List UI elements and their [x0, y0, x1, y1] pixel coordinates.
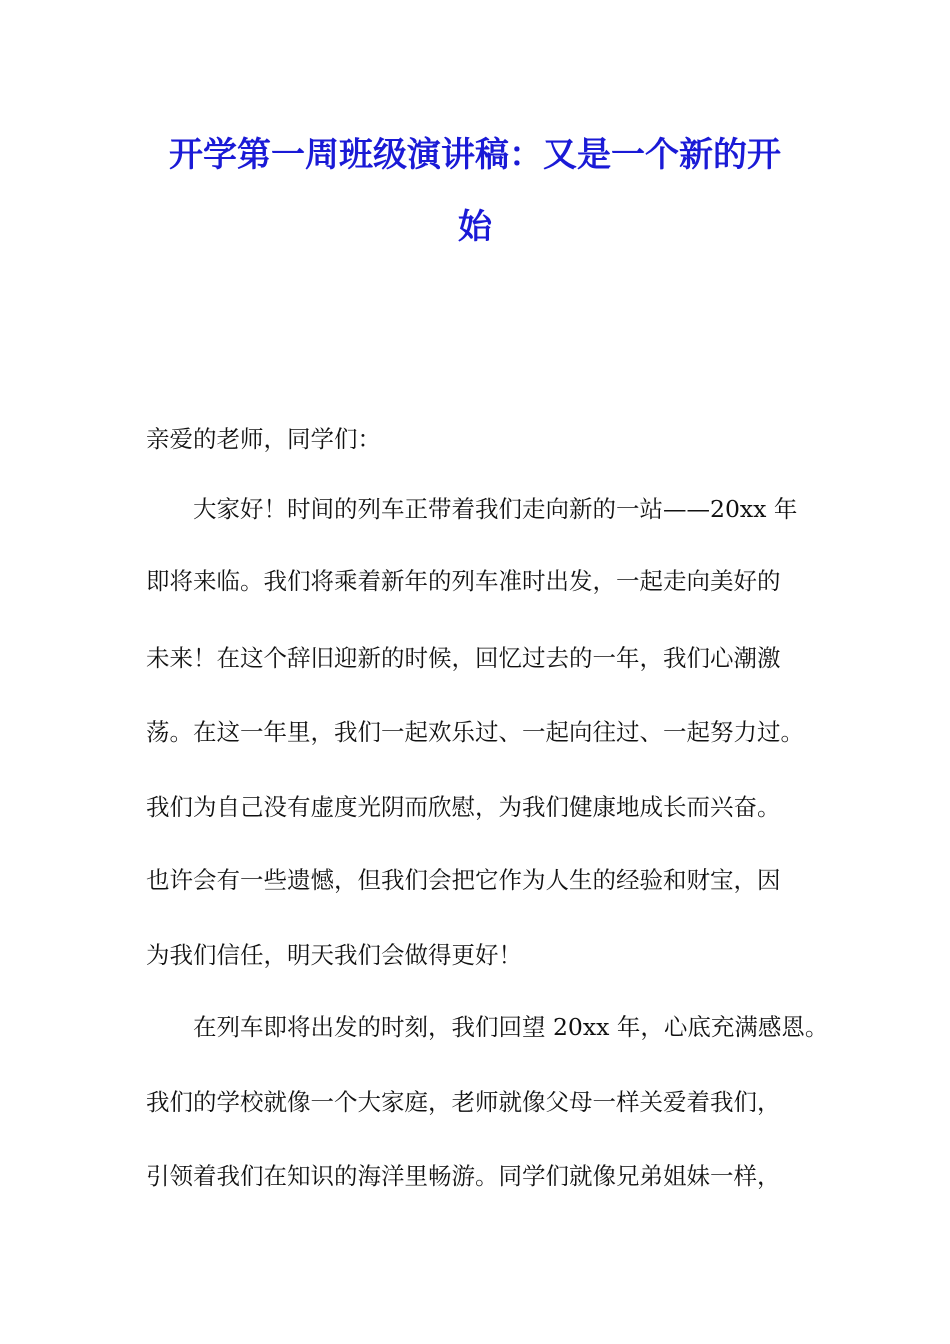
paragraph-line: 即将来临。我们将乘着新年的列车准时出发，一起走向美好的	[146, 567, 781, 595]
paragraph-line: 未来！在这个辞旧迎新的时候，回忆过去的一年，我们心潮激	[146, 644, 781, 672]
salutation: 亲爱的老师，同学们：	[146, 425, 381, 453]
paragraph-line: 大家好！时间的列车正带着我们走向新的一站——20xx 年	[193, 495, 798, 523]
paragraph-line: 引领着我们在知识的海洋里畅游。同学们就像兄弟姐妹一样，	[146, 1162, 781, 1190]
paragraph-line: 在列车即将出发的时刻，我们回望 20xx 年，心底充满感恩。	[193, 1013, 829, 1041]
paragraph-line: 也许会有一些遗憾，但我们会把它作为人生的经验和财宝，因	[146, 866, 781, 894]
paragraph-line: 为我们信任，明天我们会做得更好！	[146, 941, 522, 969]
document-title-line-1: 开学第一周班级演讲稿：又是一个新的开	[169, 135, 781, 175]
paragraph-line: 我们的学校就像一个大家庭，老师就像父母一样关爱着我们，	[146, 1088, 781, 1116]
paragraph-line: 荡。在这一年里，我们一起欢乐过、一起向往过、一起努力过。	[146, 718, 804, 746]
document-title-line-2: 始	[458, 207, 492, 247]
paragraph-line: 我们为自己没有虚度光阴而欣慰，为我们健康地成长而兴奋。	[146, 793, 781, 821]
